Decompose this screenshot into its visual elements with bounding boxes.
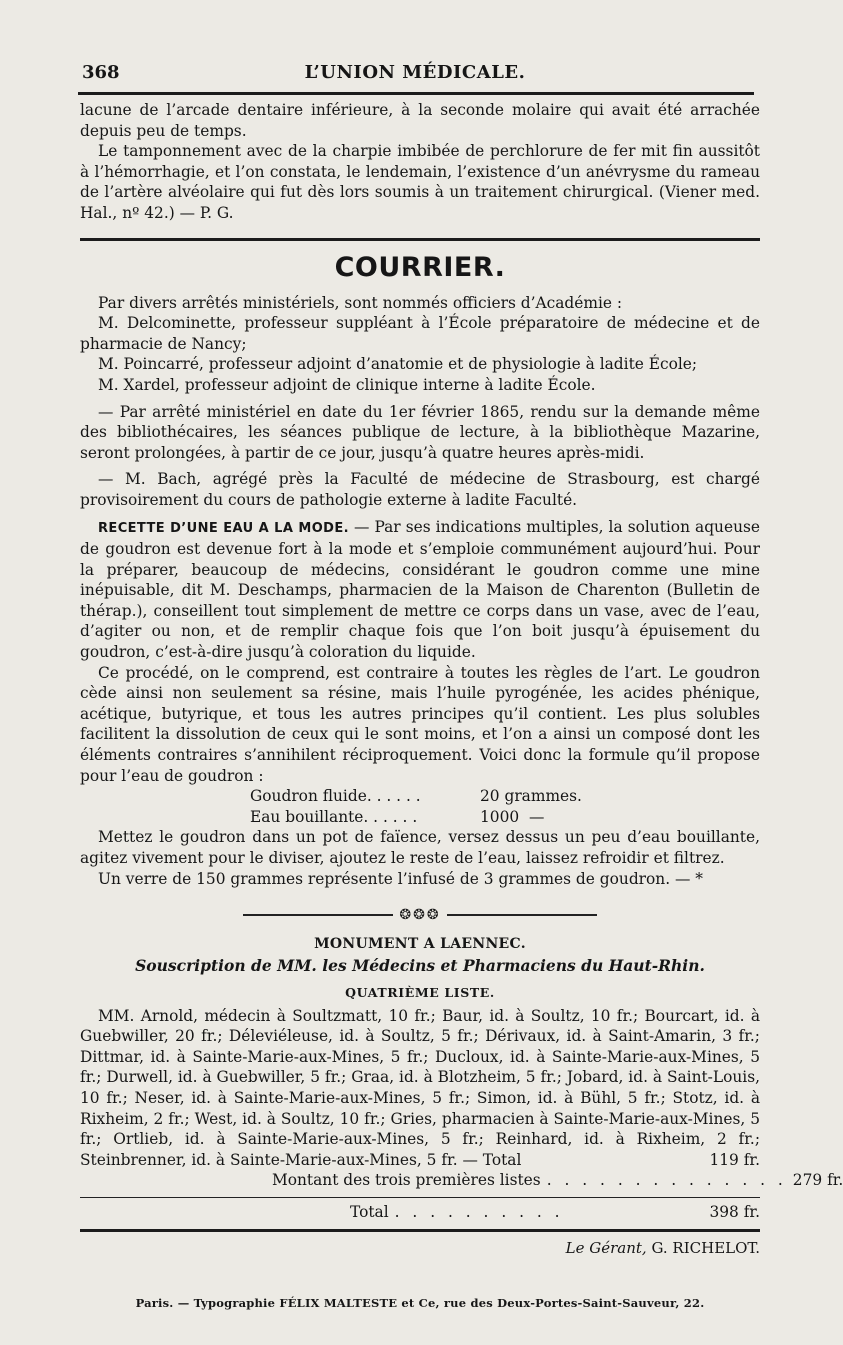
courrier-heading: COURRIER. (334, 251, 506, 283)
page-number: 368 (82, 62, 120, 83)
signature (80, 1238, 760, 1259)
recette-paragraph-2: Ce procédé, on le comprend, est contraire à toutes les règles de l’art. Le goudron cède ainsi non seulement sa résine, mais l’huile pyrogénée, les acides phénique, acétique, butyrique, et tous les autres principes qu’il contient. Les plus solubles facilitent la dissolution de ceux qui le sont moins, et l’on a ainsi un composé dont les éléments contraires s’annihilent réciproquement. Voici donc la formule qu’il propose pour l’eau de goudron : (80, 663, 760, 785)
grand-total-label: Total (350, 1202, 389, 1221)
subscription-list (80, 1006, 760, 1171)
signature-name: G. RICHELOT. (651, 1238, 760, 1257)
formula-item: Goudron fluide. . . . . . (250, 787, 421, 806)
formula-item: Eau bouillante. . . . . . (250, 807, 418, 826)
courrier-bach: — M. Bach, agrégé près la Faculté de médecine de Strasbourg, est chargé provisoirement du cours de pathologie externe à ladite Faculté. (80, 470, 760, 509)
recette-text: — Par ses indications multiples, la solution aqueuse de goudron est devenue fort à la mode et s’emploie communément aujourd’hui. Pour la préparer, beaucoup de médecins, considérant le goudron comme une mine inépuisable, dit M. Deschamps, pharmacien de la Maison de Charenton (Bulletin de thérap.), conseillent tout simplement de mettre ce corps dans un vase, avec de l’eau, d’agiter ou non, et de remplir chaque fois que l’on boit jusqu’à épuisement du goudron, c’est-à-dire jusqu’à coloration du liquide. (80, 517, 761, 662)
grand-total-amount: 398 fr. (709, 1202, 760, 1221)
header-rule (78, 92, 754, 95)
formula-qty: 1000 — (480, 807, 545, 826)
subscription-body: MM. Arnold, médecin à Soultzmatt, 10 fr.; Baur, id. à Soultz, 10 fr.; Bourcart, id. à Guebwiller, 20 fr.; Déleviéleuse, id. à Soultz, 5 fr.; Dérivaux, id. à Saint-Amarin, 3 fr.; Dittmar, id. à Sainte-Marie-aux-Mines, 5 fr.; Ducloux, id. à Sainte-Marie-aux-Mines, 5 fr.; Durwell, id. à Guebwiller, 5 fr.; Graa, id. à Blotzheim, 5 fr.; Jobard, id. à Saint-Louis, 10 fr.; Neser, id. à Sainte-Marie-aux-Mines, 5 fr.; Simon, id. à Bühl, 5 fr.; Stotz, id. à Rixheim, 2 fr.; West, id. à Soultz, 10 fr.; Gries, pharmacien à Sainte-Marie-aux-Mines, 5 fr.; Ortlieb, id. à Sainte-Marie-aux-Mines, 5 fr.; Reinhard, id. à Rixheim, 2 fr.; Steinbrenner, id. à Sainte-Marie-aux-Mines, 5 fr. — Total (80, 1006, 760, 1169)
recette-paragraph-4: Un verre de 150 grammes représente l’infusé de 3 grammes de goudron. — * (98, 869, 703, 888)
recette-paragraph-3: Mettez le goudron dans un pot de faïence, versez dessus un peu d’eau bouillante, agitez vivement pour le diviser, ajoutez le reste de l’eau, laissez refroidir et filtrez. (80, 828, 760, 867)
total-amount: 119 fr. (709, 1150, 760, 1169)
monument-title: MONUMENT A LAENNEC. (314, 935, 526, 952)
section-rule (80, 238, 760, 241)
printer-imprint: Paris. — Typographie FÉLIX MALTESTE et Ce, rue des Deux-Portes-Saint-Sauveur, 22. (135, 1296, 705, 1310)
sum-rule (80, 1197, 760, 1198)
intro-paragraph-2: Le tamponnement avec de la charpie imbibée de perchlorure de fer mit fin aussitôt à l’hémorrhagie, et l’on constata, le lendemain, l’existence d’un anévrysme du rameau de l’artère alvéolaire qui fut dès lors soumis à un traitement chirurgical. (Viener med. Hal., nº 42.) — P. G. (80, 142, 760, 222)
previous-lists-label: Montant des trois premières listes (272, 1171, 541, 1190)
courrier-delcominette: M. Delcominette, professeur suppléant à l’École préparatoire de médecine et de pharmacie de Nancy; (80, 314, 760, 353)
courrier-seances: — Par arrêté ministériel en date du 1er février 1865, rendu sur la demande même des bibliothécaires, les séances publique de lecture, à la bibliothèque Mazarine, seront prolongées, à partir de ce jour, jusqu’à quatre heures après-midi. (80, 402, 760, 462)
courrier-xardel: M. Xardel, professeur adjoint de clinique interne à ladite École. (98, 375, 596, 394)
grand-total-row: Total . . . . . . . . . . 398 fr. (350, 1202, 760, 1221)
formula-qty: 20 grammes. (480, 787, 582, 806)
previous-lists-row: Montant des trois premières listes . . . . . . . . . . . . . . 279 fr. (272, 1171, 843, 1190)
intro-paragraph-1: lacune de l’arcade dentaire inférieure, à la seconde molaire qui avait été arrachée depuis peu de temps. (80, 101, 760, 140)
recette-paragraph-1 (80, 517, 760, 663)
running-head: L’UNION MÉDICALE. (304, 62, 526, 83)
page-header (78, 58, 752, 88)
recette-heading: RECETTE D’UNE EAU A LA MODE. (98, 520, 349, 536)
courrier-arretes: Par divers arrêtés ministériels, sont nommés officiers d’Académie : (98, 293, 623, 312)
monument-list-title: QUATRIÈME LISTE. (345, 984, 495, 1000)
previous-lists-amount: 279 fr. (792, 1171, 843, 1190)
monument-subtitle: Souscription de MM. les Médecins et Pharmaciens du Haut-Rhin. (135, 956, 705, 976)
footer-rule (80, 1229, 760, 1232)
signature-label: Le Gérant, (565, 1238, 647, 1257)
courrier-poincarre: M. Poincarré, professeur adjoint d’anatomie et de physiologie à ladite École; (98, 355, 698, 374)
formula-table (250, 786, 760, 827)
page-content (80, 100, 843, 1258)
ornament-divider: ❂❂❂ (80, 905, 760, 926)
